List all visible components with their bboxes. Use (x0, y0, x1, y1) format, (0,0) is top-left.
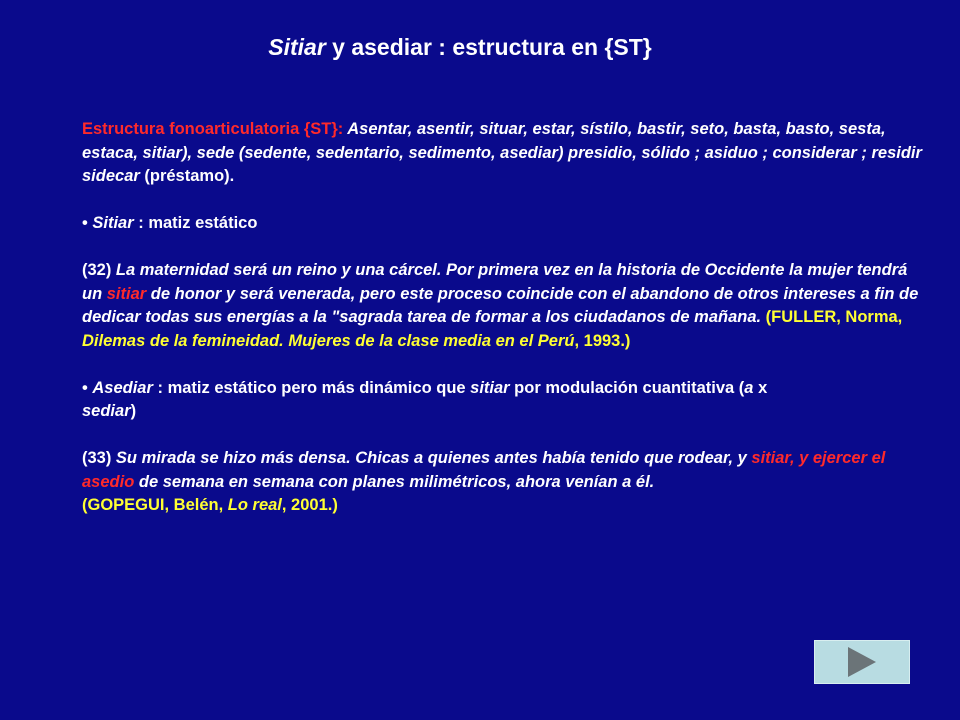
asediar-bullet (82, 377, 928, 424)
example-33-word-rodear: rodear (678, 449, 729, 467)
sitiar-term: Sitiar (92, 214, 134, 232)
structure-paragraph (82, 118, 928, 189)
example-33 (82, 447, 928, 518)
structure-label: Estructura fonoarticulatoria {ST}: (82, 120, 344, 138)
example-32-number: (32) (82, 261, 112, 279)
asediar-word-sitiar: sitiar (470, 378, 510, 397)
asediar-desc-1: : matiz estático pero más dinámico que (152, 378, 471, 397)
slide-content (82, 118, 928, 518)
example-32 (82, 259, 928, 353)
slide-title (0, 34, 920, 61)
example-33-text-2: , y (728, 449, 752, 467)
asediar-desc-3: ) (130, 402, 137, 420)
example-33-text-3: de semana en semana con planes milimétricos, ahora venían a él. (134, 472, 655, 491)
example-33-highlight-1: sitiar (751, 449, 790, 467)
play-arrow-icon (842, 645, 882, 679)
example-33-text-1: Su mirada se hizo más densa. Chicas a quienes antes había tenido que (111, 449, 679, 467)
asediar-x: x (753, 378, 768, 397)
example-33-citation-close: , 2001.) (281, 496, 338, 514)
asediar-desc-2: por modulación cuantitativa ( (509, 378, 745, 397)
example-33-number: (33) (82, 449, 112, 467)
example-33-highlight-2: , y ejercer el asedio (82, 449, 886, 491)
example-32-citation-close: , 1993.) (574, 331, 631, 350)
bullet-dot: • (82, 378, 93, 397)
example-32-citation-open: (FULLER, Norma, (761, 308, 903, 326)
example-32-text-1: La maternidad será un reino y una cárcel. Por primera vez en la historia de Occidente la mujer tendrá un (82, 261, 908, 303)
example-33-citation-book: Lo real (227, 496, 282, 514)
next-slide-button[interactable] (814, 640, 910, 684)
title-italic-word: Sitiar (268, 34, 326, 60)
bullet-dot: • (82, 214, 93, 232)
structure-words: Asentar, asentir, situar, estar, sístilo, bastir, seto, basta, basto, sesta, estaca, sitiar), sede (sedente, sedentario, sedimento, asediar) presidio, sólido ; asiduo ; considerar ; residir sidecar (82, 120, 922, 185)
sitiar-desc: : matiz estático (133, 214, 258, 232)
example-32-text-2: de honor y será venerada, pero este proceso coincide con el abandono de otros intereses a fin de dedicar todas sus energías a la "sagrada tarea de formar a los ciudadanos de mañana. (82, 284, 919, 326)
asediar-sediar: sediar (82, 402, 131, 420)
sitiar-bullet (82, 212, 928, 236)
asediar-a: a (744, 378, 754, 397)
asediar-term: Asediar (92, 378, 153, 397)
example-32-highlight: sitiar (106, 284, 147, 303)
structure-tail: (préstamo). (139, 167, 235, 185)
example-32-citation-book: Dilemas de la femineidad. Mujeres de la clase media en el Perú (82, 331, 575, 350)
title-rest: y asediar : estructura en {ST} (325, 34, 652, 60)
example-33-citation-open: (GOPEGUI, Belén, (82, 496, 228, 514)
